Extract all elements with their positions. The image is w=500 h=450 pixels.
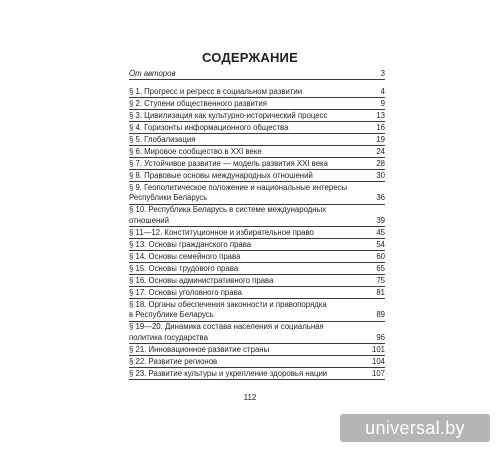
toc-entry-title: § 13. Основы гражданского права bbox=[129, 239, 252, 249]
toc-entry-line bbox=[129, 123, 385, 134]
toc-entry bbox=[129, 263, 385, 275]
toc-entry-title: § 10. Республика Беларусь в системе международных bbox=[129, 205, 327, 214]
toc-entry bbox=[129, 299, 385, 322]
toc-entry-line bbox=[129, 147, 385, 158]
toc-entry-title: § 5. Глобализация bbox=[129, 134, 196, 144]
toc-entry-line bbox=[129, 205, 385, 216]
watermark-text: universal.by bbox=[365, 417, 465, 438]
toc-entry-line bbox=[129, 159, 385, 170]
toc-entry-title: § 22. Развитие регионов bbox=[129, 356, 218, 366]
toc-entry-title: политика государства bbox=[129, 332, 208, 342]
toc-entry-title: § 21. Инновационное развитие страны bbox=[129, 344, 270, 354]
toc-entry-title: отношений bbox=[129, 215, 169, 225]
toc-entry-line bbox=[129, 69, 385, 80]
toc-entry-line bbox=[129, 111, 385, 122]
toc-entry bbox=[129, 134, 385, 146]
toc-entry-title: § 17. Основы уголовного права bbox=[129, 287, 242, 297]
toc-entry bbox=[129, 344, 385, 356]
toc-entry bbox=[129, 356, 385, 368]
toc-entry-page: 9 bbox=[380, 98, 385, 108]
toc-entry-title: Республики Беларусь bbox=[129, 193, 208, 202]
toc-entry bbox=[129, 368, 385, 380]
toc-entry-page: 54 bbox=[376, 239, 385, 249]
toc-entry-page: 24 bbox=[376, 146, 385, 156]
toc-entry-line bbox=[129, 310, 385, 321]
table-of-contents bbox=[129, 68, 385, 380]
toc-entry-title: § 2. Ступени общественного развития bbox=[129, 98, 267, 108]
toc-entry-title: От авторов bbox=[129, 68, 176, 78]
toc-entry-page: 75 bbox=[376, 275, 385, 285]
toc-entry-title: § 7. Устойчивое развитие — модель развития XXI века bbox=[129, 158, 328, 168]
toc-entry bbox=[129, 239, 385, 251]
toc-entry-line bbox=[129, 240, 385, 251]
toc-entry-title: § 4. Горизонты информационного общества bbox=[129, 122, 289, 132]
toc-entry-page: 19 bbox=[376, 134, 385, 144]
toc-entry-page: 89 bbox=[376, 310, 385, 319]
toc-entry-title: § 3. Цивилизация как культурно-исторический процесс bbox=[129, 110, 328, 120]
toc-entry bbox=[129, 122, 385, 134]
toc-entry bbox=[129, 110, 385, 122]
toc-entry-page: 65 bbox=[376, 263, 385, 273]
toc-entry-line bbox=[129, 216, 385, 227]
toc-entry-title: § 16. Основы административного права bbox=[129, 275, 274, 285]
toc-entry-line bbox=[129, 171, 385, 182]
toc-entry-line bbox=[129, 357, 385, 368]
toc-entry-title: § 14. Основы семейного права bbox=[129, 251, 241, 261]
toc-entry-line bbox=[129, 276, 385, 287]
toc-entry-page: 107 bbox=[371, 368, 385, 378]
watermark-logo bbox=[340, 414, 490, 442]
toc-entry-page: 28 bbox=[376, 158, 385, 168]
toc-entry-line bbox=[129, 99, 385, 110]
toc-entry-line bbox=[129, 264, 385, 275]
toc-entry-line bbox=[129, 369, 385, 380]
toc-entry-page: 60 bbox=[376, 251, 385, 261]
toc-entry bbox=[129, 68, 385, 80]
page-title: СОДЕРЖАНИЕ bbox=[202, 50, 298, 65]
toc-entry bbox=[129, 98, 385, 110]
toc-entry-line bbox=[129, 252, 385, 263]
toc-entry-title: в Республике Беларусь bbox=[129, 310, 214, 319]
toc-entry bbox=[129, 158, 385, 170]
toc-entry-page: 4 bbox=[380, 86, 385, 96]
toc-entry-page: 16 bbox=[376, 122, 385, 132]
toc-entry-line bbox=[129, 288, 385, 299]
toc-entry-page: 39 bbox=[376, 215, 385, 225]
toc-entry-line bbox=[129, 333, 385, 344]
toc-entry bbox=[129, 322, 385, 345]
toc-entry-line bbox=[129, 345, 385, 356]
toc-entry-title: § 11—12. Конституционное и избирательное право bbox=[129, 227, 314, 237]
toc-entry bbox=[129, 86, 385, 98]
toc-entry-page: 104 bbox=[371, 356, 385, 366]
toc-entry-line bbox=[129, 322, 385, 333]
toc-entry-page: 101 bbox=[371, 344, 385, 354]
toc-entry-line bbox=[129, 183, 385, 194]
toc-entry bbox=[129, 170, 385, 182]
toc-entry-line bbox=[129, 87, 385, 98]
toc-entry-page: 96 bbox=[376, 332, 385, 342]
page-number: 112 bbox=[243, 393, 257, 402]
toc-entry-page: 13 bbox=[376, 110, 385, 120]
toc-entry-page: 36 bbox=[376, 193, 385, 202]
toc-entry bbox=[129, 205, 385, 228]
toc-entry bbox=[129, 251, 385, 263]
toc-entry bbox=[129, 227, 385, 239]
toc-entry-title: § 1. Прогресс и регресс в социальном развитии bbox=[129, 86, 303, 96]
toc-entry-line bbox=[129, 193, 385, 204]
toc-entry bbox=[129, 182, 385, 205]
toc-entry-title: § 6. Мировое сообщество в XXI веке bbox=[129, 146, 262, 156]
toc-entry-title: § 19—20. Динамика состава населения и социальная bbox=[129, 322, 324, 331]
toc-entry-page: 81 bbox=[376, 287, 385, 297]
toc-entry-title: § 9. Геополитическое положение и национальные интересы bbox=[129, 182, 348, 192]
toc-entry-line bbox=[129, 135, 385, 146]
toc-entry-line bbox=[129, 228, 385, 239]
toc-entry-title: § 15. Основы трудового права bbox=[129, 263, 239, 273]
toc-entry-title: § 23. Развитие культуры и укрепление здоровья нации bbox=[129, 368, 328, 378]
toc-entry bbox=[129, 287, 385, 299]
toc-entry-page: 30 bbox=[376, 170, 385, 180]
toc-entry-title: § 18. Органы обеспечения законности и правопорядка bbox=[129, 299, 327, 309]
toc-entry-line bbox=[129, 300, 385, 311]
toc-entry bbox=[129, 275, 385, 287]
toc-entry-page: 3 bbox=[380, 68, 385, 78]
toc-entry bbox=[129, 146, 385, 158]
toc-entry-title: § 8. Правовые основы международных отношений bbox=[129, 170, 313, 180]
toc-entry-page: 45 bbox=[376, 227, 385, 237]
